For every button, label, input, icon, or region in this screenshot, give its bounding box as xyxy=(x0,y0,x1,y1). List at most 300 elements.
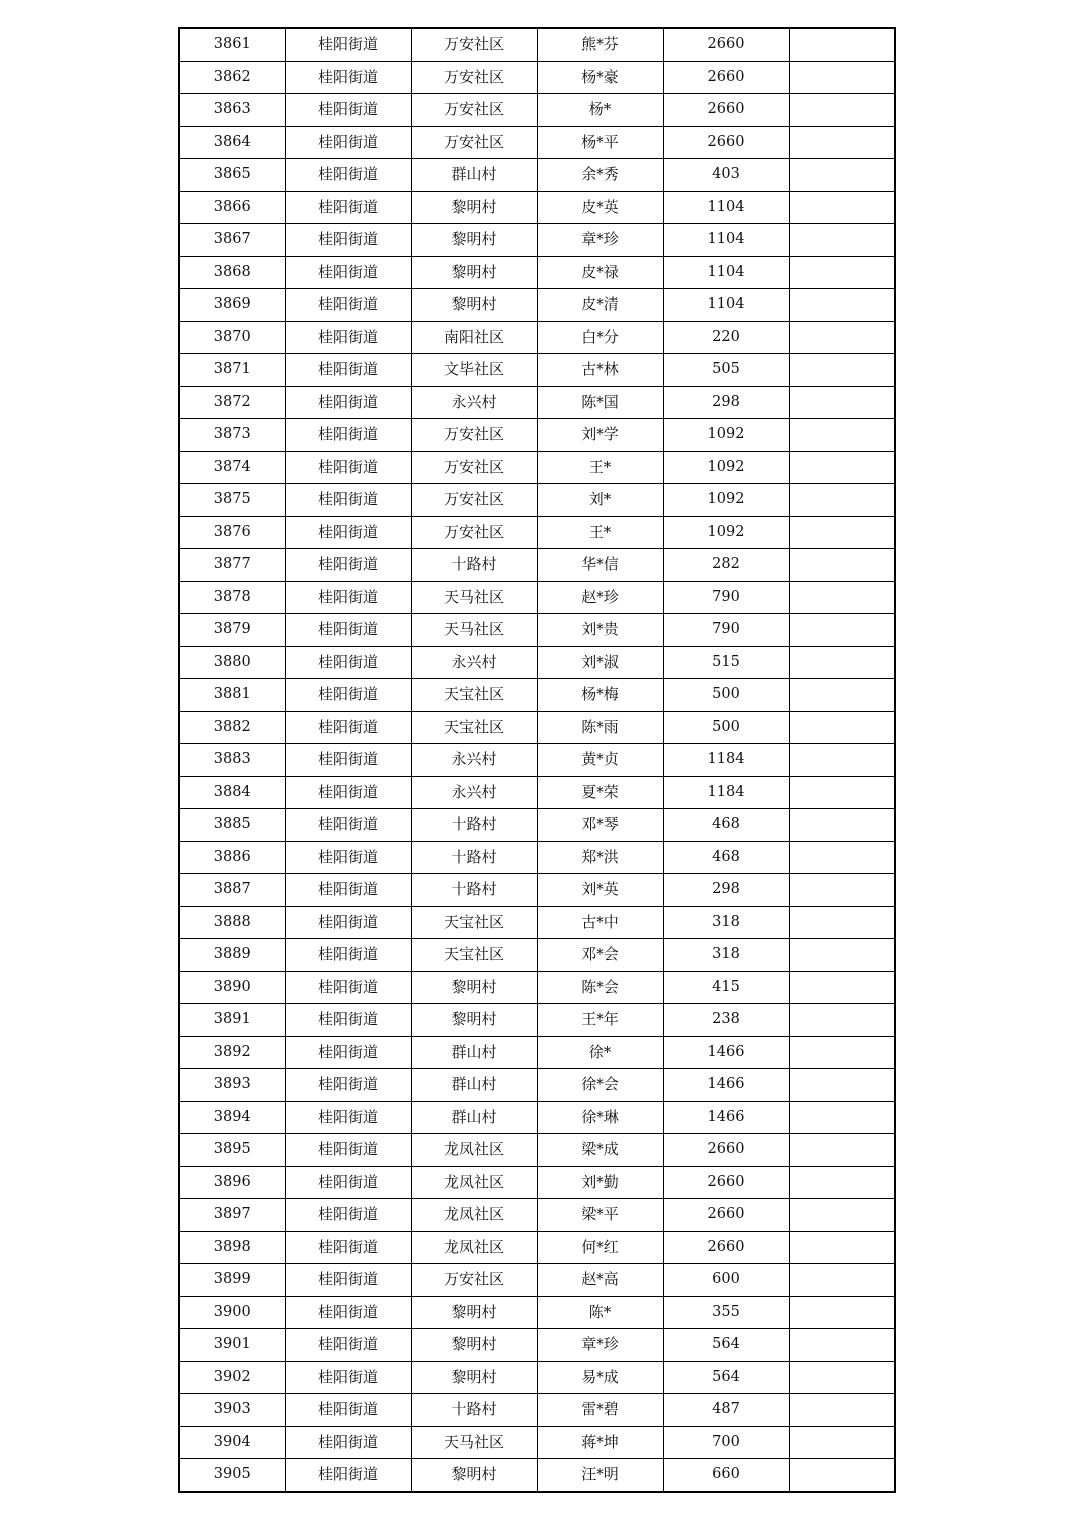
street-cell: 桂阳街道 xyxy=(285,776,411,809)
remark-cell xyxy=(789,809,895,842)
name-cell: 陈* xyxy=(537,1296,663,1329)
table-row xyxy=(179,841,895,874)
serial-number-cell: 3879 xyxy=(179,614,285,647)
community-cell: 天马社区 xyxy=(411,614,537,647)
remark-cell xyxy=(789,1231,895,1264)
amount-cell: 500 xyxy=(663,711,789,744)
community-cell: 群山村 xyxy=(411,1101,537,1134)
amount-cell: 790 xyxy=(663,614,789,647)
street-cell: 桂阳街道 xyxy=(285,419,411,452)
serial-number-cell: 3904 xyxy=(179,1426,285,1459)
table-row xyxy=(179,1134,895,1167)
amount-cell: 564 xyxy=(663,1361,789,1394)
community-cell: 龙凤社区 xyxy=(411,1199,537,1232)
remark-cell xyxy=(789,549,895,582)
name-cell: 皮*清 xyxy=(537,289,663,322)
remark-cell xyxy=(789,874,895,907)
remark-cell xyxy=(789,1199,895,1232)
amount-cell: 2660 xyxy=(663,1199,789,1232)
serial-number-cell: 3885 xyxy=(179,809,285,842)
table-row xyxy=(179,94,895,127)
remark-cell xyxy=(789,711,895,744)
table-row xyxy=(179,191,895,224)
community-cell: 天宝社区 xyxy=(411,679,537,712)
street-cell: 桂阳街道 xyxy=(285,809,411,842)
street-cell: 桂阳街道 xyxy=(285,224,411,257)
name-cell: 章*珍 xyxy=(537,224,663,257)
remark-cell xyxy=(789,1426,895,1459)
name-cell: 徐*琳 xyxy=(537,1101,663,1134)
community-cell: 万安社区 xyxy=(411,94,537,127)
name-cell: 余*秀 xyxy=(537,159,663,192)
amount-cell: 298 xyxy=(663,874,789,907)
serial-number-cell: 3899 xyxy=(179,1264,285,1297)
amount-cell: 468 xyxy=(663,841,789,874)
community-cell: 黎明村 xyxy=(411,256,537,289)
table-row xyxy=(179,159,895,192)
remark-cell xyxy=(789,224,895,257)
name-cell: 杨*平 xyxy=(537,126,663,159)
community-cell: 十路村 xyxy=(411,1394,537,1427)
serial-number-cell: 3893 xyxy=(179,1069,285,1102)
street-cell: 桂阳街道 xyxy=(285,1004,411,1037)
name-cell: 徐* xyxy=(537,1036,663,1069)
community-cell: 十路村 xyxy=(411,809,537,842)
table-row xyxy=(179,321,895,354)
table-row xyxy=(179,1264,895,1297)
street-cell: 桂阳街道 xyxy=(285,516,411,549)
serial-number-cell: 3862 xyxy=(179,61,285,94)
remark-cell xyxy=(789,1329,895,1362)
remark-cell xyxy=(789,256,895,289)
serial-number-cell: 3889 xyxy=(179,939,285,972)
community-cell: 黎明村 xyxy=(411,1004,537,1037)
remark-cell xyxy=(789,94,895,127)
name-cell: 邓*琴 xyxy=(537,809,663,842)
serial-number-cell: 3886 xyxy=(179,841,285,874)
table-row xyxy=(179,1394,895,1427)
street-cell: 桂阳街道 xyxy=(285,1361,411,1394)
community-cell: 万安社区 xyxy=(411,126,537,159)
community-cell: 龙凤社区 xyxy=(411,1231,537,1264)
table-row xyxy=(179,549,895,582)
remark-cell xyxy=(789,1101,895,1134)
street-cell: 桂阳街道 xyxy=(285,1459,411,1492)
remark-cell xyxy=(789,1361,895,1394)
amount-cell: 2660 xyxy=(663,94,789,127)
name-cell: 邓*会 xyxy=(537,939,663,972)
community-cell: 文毕社区 xyxy=(411,354,537,387)
community-cell: 万安社区 xyxy=(411,516,537,549)
remark-cell xyxy=(789,744,895,777)
table-row xyxy=(179,581,895,614)
remark-cell xyxy=(789,1069,895,1102)
remark-cell xyxy=(789,679,895,712)
amount-cell: 468 xyxy=(663,809,789,842)
street-cell: 桂阳街道 xyxy=(285,1199,411,1232)
table-row xyxy=(179,1296,895,1329)
name-cell: 古*林 xyxy=(537,354,663,387)
serial-number-cell: 3865 xyxy=(179,159,285,192)
name-cell: 雷*碧 xyxy=(537,1394,663,1427)
name-cell: 杨*豪 xyxy=(537,61,663,94)
serial-number-cell: 3890 xyxy=(179,971,285,1004)
serial-number-cell: 3872 xyxy=(179,386,285,419)
amount-cell: 700 xyxy=(663,1426,789,1459)
street-cell: 桂阳街道 xyxy=(285,1329,411,1362)
table-row xyxy=(179,776,895,809)
remark-cell xyxy=(789,971,895,1004)
community-cell: 十路村 xyxy=(411,549,537,582)
table-row xyxy=(179,646,895,679)
serial-number-cell: 3876 xyxy=(179,516,285,549)
amount-cell: 1092 xyxy=(663,451,789,484)
street-cell: 桂阳街道 xyxy=(285,94,411,127)
serial-number-cell: 3864 xyxy=(179,126,285,159)
street-cell: 桂阳街道 xyxy=(285,939,411,972)
table-row xyxy=(179,1231,895,1264)
table-row xyxy=(179,874,895,907)
street-cell: 桂阳街道 xyxy=(285,1264,411,1297)
amount-cell: 2660 xyxy=(663,28,789,61)
serial-number-cell: 3861 xyxy=(179,28,285,61)
serial-number-cell: 3894 xyxy=(179,1101,285,1134)
community-cell: 群山村 xyxy=(411,1036,537,1069)
community-cell: 永兴村 xyxy=(411,386,537,419)
serial-number-cell: 3871 xyxy=(179,354,285,387)
table-row xyxy=(179,1069,895,1102)
amount-cell: 1104 xyxy=(663,191,789,224)
name-cell: 王*年 xyxy=(537,1004,663,1037)
serial-number-cell: 3869 xyxy=(179,289,285,322)
community-cell: 群山村 xyxy=(411,159,537,192)
table-row xyxy=(179,126,895,159)
serial-number-cell: 3903 xyxy=(179,1394,285,1427)
community-cell: 龙凤社区 xyxy=(411,1134,537,1167)
street-cell: 桂阳街道 xyxy=(285,354,411,387)
street-cell: 桂阳街道 xyxy=(285,321,411,354)
table-row xyxy=(179,484,895,517)
street-cell: 桂阳街道 xyxy=(285,1394,411,1427)
remark-cell xyxy=(789,1394,895,1427)
street-cell: 桂阳街道 xyxy=(285,679,411,712)
community-cell: 万安社区 xyxy=(411,451,537,484)
remark-cell xyxy=(789,386,895,419)
serial-number-cell: 3896 xyxy=(179,1166,285,1199)
name-cell: 刘*学 xyxy=(537,419,663,452)
street-cell: 桂阳街道 xyxy=(285,191,411,224)
serial-number-cell: 3881 xyxy=(179,679,285,712)
serial-number-cell: 3902 xyxy=(179,1361,285,1394)
table-row xyxy=(179,1199,895,1232)
name-cell: 陈*雨 xyxy=(537,711,663,744)
table-row xyxy=(179,386,895,419)
remark-cell xyxy=(789,28,895,61)
street-cell: 桂阳街道 xyxy=(285,614,411,647)
street-cell: 桂阳街道 xyxy=(285,841,411,874)
street-cell: 桂阳街道 xyxy=(285,874,411,907)
amount-cell: 298 xyxy=(663,386,789,419)
serial-number-cell: 3898 xyxy=(179,1231,285,1264)
amount-cell: 790 xyxy=(663,581,789,614)
serial-number-cell: 3882 xyxy=(179,711,285,744)
amount-cell: 355 xyxy=(663,1296,789,1329)
name-cell: 梁*平 xyxy=(537,1199,663,1232)
remark-cell xyxy=(789,906,895,939)
serial-number-cell: 3868 xyxy=(179,256,285,289)
table-row xyxy=(179,744,895,777)
amount-cell: 1092 xyxy=(663,516,789,549)
community-cell: 黎明村 xyxy=(411,191,537,224)
table-row xyxy=(179,809,895,842)
remark-cell xyxy=(789,289,895,322)
name-cell: 古*中 xyxy=(537,906,663,939)
amount-cell: 600 xyxy=(663,1264,789,1297)
community-cell: 黎明村 xyxy=(411,1361,537,1394)
table-row xyxy=(179,614,895,647)
name-cell: 何*红 xyxy=(537,1231,663,1264)
table-row xyxy=(179,516,895,549)
data-table xyxy=(178,27,896,1493)
serial-number-cell: 3887 xyxy=(179,874,285,907)
amount-cell: 220 xyxy=(663,321,789,354)
table-row xyxy=(179,419,895,452)
name-cell: 蒋*坤 xyxy=(537,1426,663,1459)
remark-cell xyxy=(789,1134,895,1167)
street-cell: 桂阳街道 xyxy=(285,971,411,1004)
table-row xyxy=(179,1036,895,1069)
amount-cell: 318 xyxy=(663,906,789,939)
serial-number-cell: 3891 xyxy=(179,1004,285,1037)
serial-number-cell: 3866 xyxy=(179,191,285,224)
amount-cell: 1184 xyxy=(663,744,789,777)
serial-number-cell: 3880 xyxy=(179,646,285,679)
table-row xyxy=(179,711,895,744)
name-cell: 刘*贵 xyxy=(537,614,663,647)
remark-cell xyxy=(789,1459,895,1492)
amount-cell: 1184 xyxy=(663,776,789,809)
street-cell: 桂阳街道 xyxy=(285,159,411,192)
name-cell: 王* xyxy=(537,516,663,549)
table-row xyxy=(179,256,895,289)
serial-number-cell: 3895 xyxy=(179,1134,285,1167)
community-cell: 万安社区 xyxy=(411,28,537,61)
table-row xyxy=(179,1004,895,1037)
community-cell: 万安社区 xyxy=(411,484,537,517)
name-cell: 白*分 xyxy=(537,321,663,354)
amount-cell: 2660 xyxy=(663,1134,789,1167)
street-cell: 桂阳街道 xyxy=(285,646,411,679)
street-cell: 桂阳街道 xyxy=(285,906,411,939)
community-cell: 永兴村 xyxy=(411,744,537,777)
remark-cell xyxy=(789,451,895,484)
community-cell: 万安社区 xyxy=(411,419,537,452)
amount-cell: 2660 xyxy=(663,1231,789,1264)
amount-cell: 318 xyxy=(663,939,789,972)
table-row xyxy=(179,971,895,1004)
amount-cell: 403 xyxy=(663,159,789,192)
name-cell: 郑*洪 xyxy=(537,841,663,874)
remark-cell xyxy=(789,61,895,94)
amount-cell: 487 xyxy=(663,1394,789,1427)
community-cell: 永兴村 xyxy=(411,646,537,679)
remark-cell xyxy=(789,581,895,614)
street-cell: 桂阳街道 xyxy=(285,1296,411,1329)
amount-cell: 1104 xyxy=(663,256,789,289)
amount-cell: 2660 xyxy=(663,126,789,159)
amount-cell: 415 xyxy=(663,971,789,1004)
name-cell: 王* xyxy=(537,451,663,484)
remark-cell xyxy=(789,776,895,809)
amount-cell: 1466 xyxy=(663,1069,789,1102)
name-cell: 赵*珍 xyxy=(537,581,663,614)
community-cell: 天宝社区 xyxy=(411,711,537,744)
name-cell: 陈*会 xyxy=(537,971,663,1004)
serial-number-cell: 3897 xyxy=(179,1199,285,1232)
community-cell: 天宝社区 xyxy=(411,939,537,972)
amount-cell: 2660 xyxy=(663,1166,789,1199)
amount-cell: 505 xyxy=(663,354,789,387)
remark-cell xyxy=(789,516,895,549)
name-cell: 汪*明 xyxy=(537,1459,663,1492)
table-row xyxy=(179,289,895,322)
table-row xyxy=(179,61,895,94)
serial-number-cell: 3900 xyxy=(179,1296,285,1329)
community-cell: 十路村 xyxy=(411,841,537,874)
community-cell: 万安社区 xyxy=(411,61,537,94)
street-cell: 桂阳街道 xyxy=(285,1166,411,1199)
name-cell: 赵*高 xyxy=(537,1264,663,1297)
community-cell: 黎明村 xyxy=(411,1329,537,1362)
table-body xyxy=(179,28,895,1492)
remark-cell xyxy=(789,354,895,387)
name-cell: 易*成 xyxy=(537,1361,663,1394)
table-row xyxy=(179,354,895,387)
remark-cell xyxy=(789,841,895,874)
community-cell: 天宝社区 xyxy=(411,906,537,939)
serial-number-cell: 3867 xyxy=(179,224,285,257)
street-cell: 桂阳街道 xyxy=(285,61,411,94)
street-cell: 桂阳街道 xyxy=(285,28,411,61)
table-row xyxy=(179,906,895,939)
street-cell: 桂阳街道 xyxy=(285,256,411,289)
amount-cell: 1092 xyxy=(663,419,789,452)
community-cell: 黎明村 xyxy=(411,224,537,257)
name-cell: 皮*英 xyxy=(537,191,663,224)
table-row xyxy=(179,1329,895,1362)
street-cell: 桂阳街道 xyxy=(285,1036,411,1069)
amount-cell: 2660 xyxy=(663,61,789,94)
community-cell: 黎明村 xyxy=(411,971,537,1004)
name-cell: 徐*会 xyxy=(537,1069,663,1102)
remark-cell xyxy=(789,939,895,972)
name-cell: 黄*贞 xyxy=(537,744,663,777)
community-cell: 黎明村 xyxy=(411,289,537,322)
name-cell: 梁*成 xyxy=(537,1134,663,1167)
remark-cell xyxy=(789,419,895,452)
street-cell: 桂阳街道 xyxy=(285,289,411,322)
remark-cell xyxy=(789,1036,895,1069)
community-cell: 万安社区 xyxy=(411,1264,537,1297)
serial-number-cell: 3901 xyxy=(179,1329,285,1362)
table-row xyxy=(179,451,895,484)
amount-cell: 1466 xyxy=(663,1101,789,1134)
street-cell: 桂阳街道 xyxy=(285,451,411,484)
name-cell: 刘* xyxy=(537,484,663,517)
street-cell: 桂阳街道 xyxy=(285,386,411,419)
community-cell: 永兴村 xyxy=(411,776,537,809)
name-cell: 章*珍 xyxy=(537,1329,663,1362)
street-cell: 桂阳街道 xyxy=(285,549,411,582)
street-cell: 桂阳街道 xyxy=(285,744,411,777)
remark-cell xyxy=(789,321,895,354)
street-cell: 桂阳街道 xyxy=(285,1069,411,1102)
community-cell: 南阳社区 xyxy=(411,321,537,354)
remark-cell xyxy=(789,646,895,679)
table-row xyxy=(179,939,895,972)
table-row xyxy=(179,224,895,257)
serial-number-cell: 3863 xyxy=(179,94,285,127)
serial-number-cell: 3877 xyxy=(179,549,285,582)
community-cell: 天马社区 xyxy=(411,581,537,614)
remark-cell xyxy=(789,1296,895,1329)
amount-cell: 1104 xyxy=(663,289,789,322)
community-cell: 黎明村 xyxy=(411,1459,537,1492)
serial-number-cell: 3888 xyxy=(179,906,285,939)
remark-cell xyxy=(789,1264,895,1297)
street-cell: 桂阳街道 xyxy=(285,484,411,517)
table-row xyxy=(179,1166,895,1199)
table-row xyxy=(179,1459,895,1492)
remark-cell xyxy=(789,1166,895,1199)
street-cell: 桂阳街道 xyxy=(285,1134,411,1167)
serial-number-cell: 3884 xyxy=(179,776,285,809)
table-row xyxy=(179,679,895,712)
remark-cell xyxy=(789,1004,895,1037)
serial-number-cell: 3905 xyxy=(179,1459,285,1492)
serial-number-cell: 3873 xyxy=(179,419,285,452)
name-cell: 华*信 xyxy=(537,549,663,582)
name-cell: 刘*淑 xyxy=(537,646,663,679)
remark-cell xyxy=(789,126,895,159)
street-cell: 桂阳街道 xyxy=(285,1101,411,1134)
name-cell: 夏*荣 xyxy=(537,776,663,809)
name-cell: 皮*禄 xyxy=(537,256,663,289)
remark-cell xyxy=(789,484,895,517)
community-cell: 十路村 xyxy=(411,874,537,907)
community-cell: 群山村 xyxy=(411,1069,537,1102)
name-cell: 杨*梅 xyxy=(537,679,663,712)
name-cell: 刘*英 xyxy=(537,874,663,907)
community-cell: 龙凤社区 xyxy=(411,1166,537,1199)
serial-number-cell: 3875 xyxy=(179,484,285,517)
amount-cell: 564 xyxy=(663,1329,789,1362)
serial-number-cell: 3892 xyxy=(179,1036,285,1069)
table-row xyxy=(179,1361,895,1394)
table-row xyxy=(179,28,895,61)
amount-cell: 238 xyxy=(663,1004,789,1037)
serial-number-cell: 3878 xyxy=(179,581,285,614)
community-cell: 天马社区 xyxy=(411,1426,537,1459)
serial-number-cell: 3874 xyxy=(179,451,285,484)
name-cell: 熊*芬 xyxy=(537,28,663,61)
street-cell: 桂阳街道 xyxy=(285,1231,411,1264)
street-cell: 桂阳街道 xyxy=(285,711,411,744)
amount-cell: 1092 xyxy=(663,484,789,517)
remark-cell xyxy=(789,191,895,224)
amount-cell: 282 xyxy=(663,549,789,582)
amount-cell: 1466 xyxy=(663,1036,789,1069)
